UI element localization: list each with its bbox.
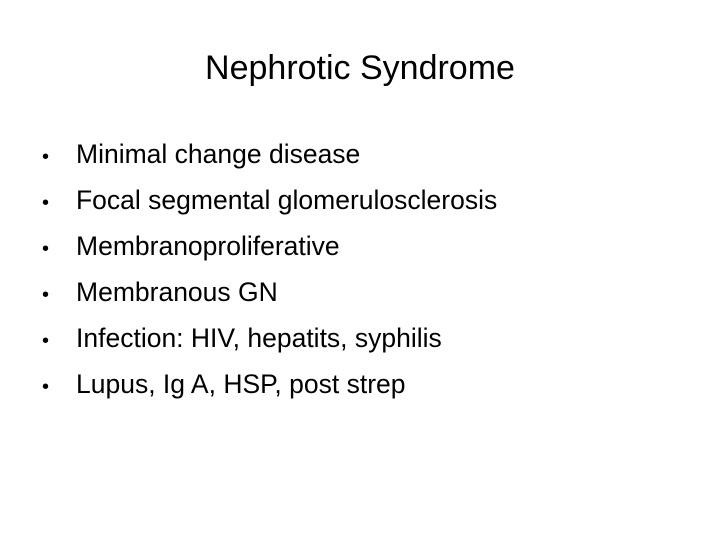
bullet-text: Membranous GN (76, 277, 278, 307)
bullet-text: Minimal change disease (76, 139, 361, 169)
bullet-text: Focal segmental glomerulosclerosis (76, 185, 498, 215)
bullet-text: Infection: HIV, hepatits, syphilis (76, 323, 442, 353)
bullet-item (42, 177, 497, 223)
bullet-item (42, 315, 497, 361)
bullet-item (42, 269, 497, 315)
bullet-item (42, 361, 497, 407)
bullet-item (42, 223, 497, 269)
bullet-item (42, 131, 497, 177)
bullet-icon: • (42, 376, 50, 398)
bullet-icon: • (42, 192, 50, 214)
bullet-text: Lupus, Ig A, HSP, post strep (76, 369, 406, 399)
bullet-icon: • (42, 284, 50, 306)
bullet-icon: • (42, 330, 50, 352)
bullet-icon: • (42, 238, 50, 260)
bullet-list (42, 131, 497, 407)
slide-title: Nephrotic Syndrome (205, 49, 515, 87)
bullet-text: Membranoproliferative (76, 231, 340, 261)
bullet-icon: • (42, 146, 50, 168)
